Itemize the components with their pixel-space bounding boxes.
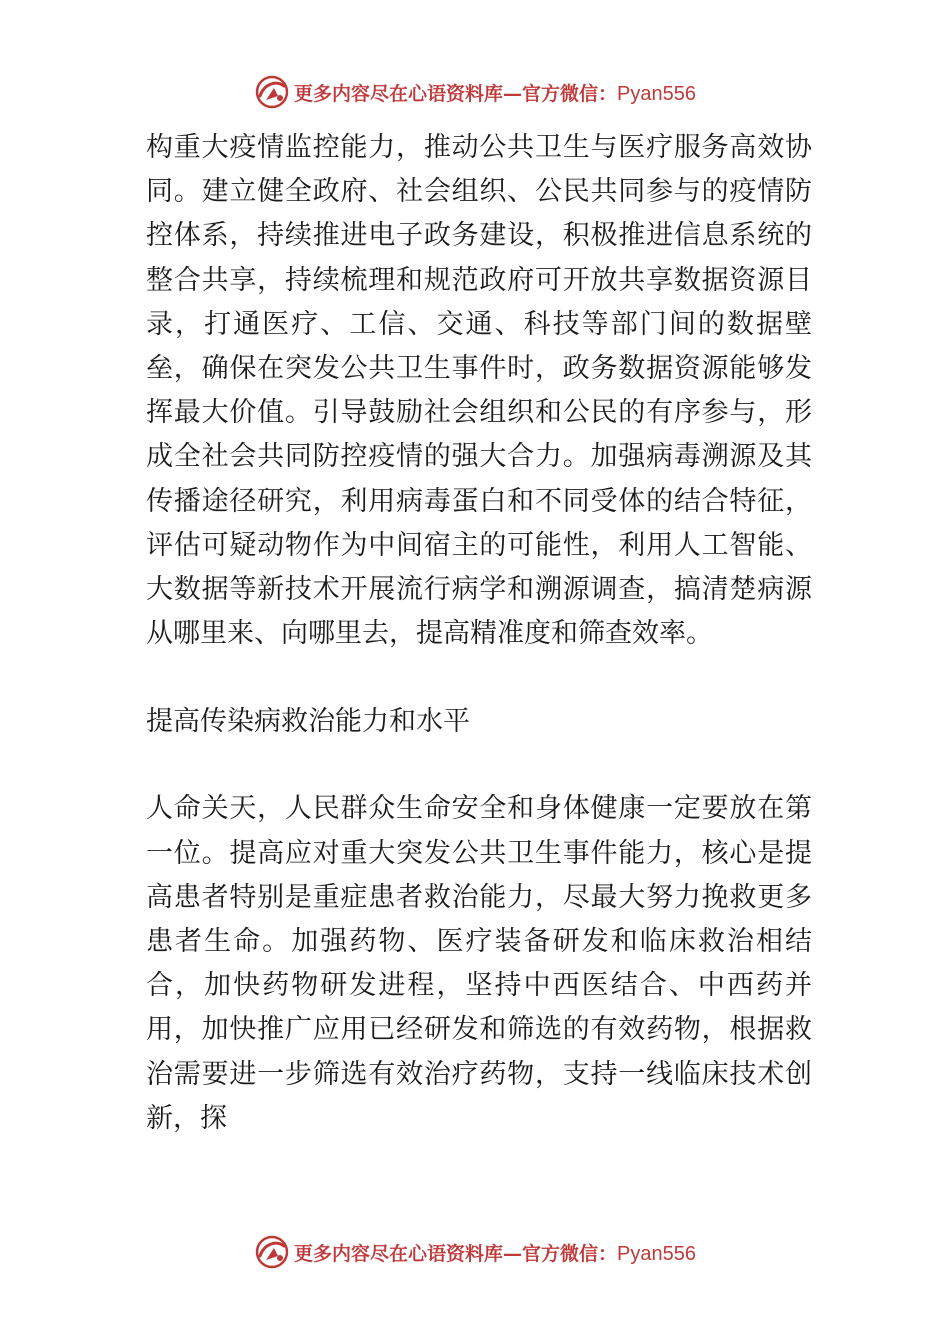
footer-banner-text [294,1239,696,1266]
footer-wechat-id: Pyan556 [617,1242,696,1265]
header-dash: — [503,82,523,105]
footer-dash: — [503,1242,523,1265]
header-brand-text: 更多内容尽在心语资料库 [294,82,504,105]
footer-wechat-label: 官方微信： [522,1242,618,1265]
brand-logo-icon [254,74,290,110]
document-body [146,126,812,1141]
header-banner-text [294,79,696,106]
section-heading: 提高传染病救治能力和水平 [146,706,470,738]
footer-brand-text: 更多内容尽在心语资料库 [294,1242,504,1265]
header-wechat-label: 官方微信： [522,82,618,105]
footer-banner [0,1232,950,1272]
body-paragraph-2: 人命关天，人民群众生命安全和身体健康一定要放在第一位。提高应对重大突发公共卫生事件能力，核心是提高患者特别是重症患者救治能力，尽最大努力挽救更多患者生命。加强药物、医疗装备研发和临床救治相结合，加快药物研发进程，坚持中西医结合、中西药并用，加快推广应用已经研发和筛选的有效药物，根据救治需要进一步筛选有效治疗药物，支持一线临床技术创新，探 [146,793,812,1134]
brand-logo-icon [254,1234,290,1270]
header-banner [0,72,950,112]
body-paragraph-1: 构重大疫情监控能力，推动公共卫生与医疗服务高效协同。建立健全政府、社会组织、公民共同参与的疫情防控体系，持续推进电子政务建设，积极推进信息系统的整合共享，持续梳理和规范政府可开放共享数据资源目录，打通医疗、工信、交通、科技等部门间的数据壁垒，确保在突发公共卫生事件时，政务数据资源能够发挥最大价值。引导鼓励社会组织和公民的有序参与，形成全社会共同防控疫情的强大合力。加强病毒溯源及其传播途径研究，利用病毒蛋白和不同受体的结合特征，评估可疑动物作为中间宿主的可能性，利用人工智能、大数据等新技术开展流行病学和溯源调查，搞清楚病源从哪里来、向哪里去，提高精准度和筛查效率。 [146,132,812,650]
header-wechat-id: Pyan556 [617,82,696,105]
